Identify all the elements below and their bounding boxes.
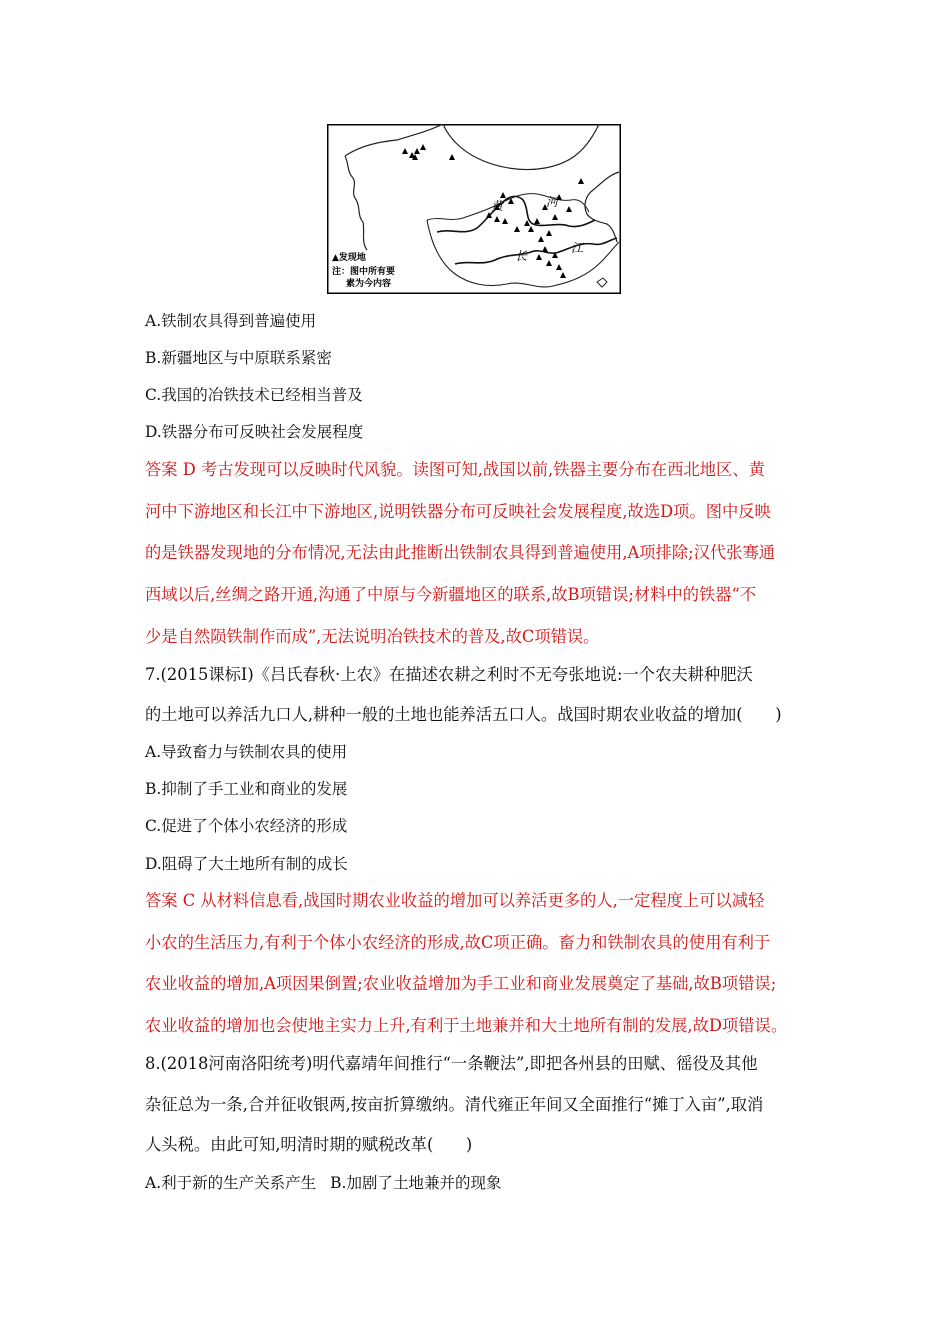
q8-stem-line: 杂征总为一条,合并征收银两,按亩折算缴纳。清代雍正年间又全面推行“摊丁入亩”,取消 [145,1095,764,1114]
q7-option-d: D.阻碍了大土地所有制的成长 [145,855,348,873]
q6-option-b: B.新疆地区与中原联系紧密 [145,349,332,367]
q7-option-c: C.促进了个体小农经济的形成 [145,817,348,835]
q6-option-a: A.铁制农具得到普遍使用 [145,312,317,330]
q6-option-c: C.我国的冶铁技术已经相当普及 [145,386,363,404]
q8-option-b: B.加剧了土地兼并的现象 [330,1174,502,1192]
q6-answer-line: 答案 D 考古发现可以反映时代风貌。读图可知,战国以前,铁器主要分布在西北地区、黄 [145,460,765,479]
q7-answer-line: 小农的生活压力,有利于个体小农经济的形成,故C项正确。畜力和铁制农具的使用有利于 [145,933,771,952]
map-label-he: 河 [546,195,559,209]
q7-answer-line: 农业收益的增加也会使地主实力上升,有利于土地兼并和大土地所有制的发展,故D项错误。 [145,1016,788,1035]
map-svg [327,124,621,294]
q7-stem-line: 7.(2015课标Ⅰ)《吕氏春秋·上农》在描述农耕之利时不无夸张地说:一个农夫耕种肥沃 [145,665,753,684]
q8-stem-line: 8.(2018河南洛阳统考)明代嘉靖年间推行“一条鞭法”,即把各州县的田赋、徭役及其他 [145,1054,758,1073]
q8-option-a: A.利于新的生产关系产生 [145,1174,317,1192]
q7-option-a: A.导致畜力与铁制农具的使用 [145,743,348,761]
q7-answer-line: 农业收益的增加,A项因果倒置;农业收益增加为手工业和商业发展奠定了基础,故B项错误; [145,974,777,993]
q8-options-row [145,1172,501,1194]
iron-artifact-distribution-map [327,124,621,294]
map-label-jiang: 江 [571,241,584,255]
q7-stem-line: 的土地可以养活九口人,耕种一般的土地也能养活五口人。战国时期农业收益的增加( ) [145,705,782,724]
q7-answer-line: 答案 C 从材料信息看,战国时期农业收益的增加可以养活更多的人,一定程度上可以减轻 [145,891,765,910]
q8-stem-line: 人头税。由此可知,明清时期的赋税改革( ) [145,1135,473,1154]
q6-answer-line: 少是自然陨铁制作而成”,无法说明冶铁技术的普及,故C项错误。 [145,627,600,646]
map-note-line1: 注：图中所有要 [332,267,396,277]
q7-option-b: B.抑制了手工业和商业的发展 [145,780,348,798]
map-label-chang: 长 [515,249,528,263]
q6-answer-line: 西域以后,丝绸之路开通,沟通了中原与今新疆地区的联系,故B项错误;材料中的铁器“不 [145,585,757,604]
q6-answer-line: 河中下游地区和长江中下游地区,说明铁器分布可反映社会发展程度,故选D项。图中反映 [145,502,771,521]
map-legend-marker: ▲发现地 [332,253,366,263]
map-note-line2: 素为今内容 [346,279,392,289]
q6-option-d: D.铁器分布可反映社会发展程度 [145,423,364,441]
q6-answer-line: 的是铁器发现地的分布情况,无法由此推断出铁制农具得到普遍使用,A项排除;汉代张骞通 [145,543,776,562]
map-label-huang: 黄 [491,199,504,213]
